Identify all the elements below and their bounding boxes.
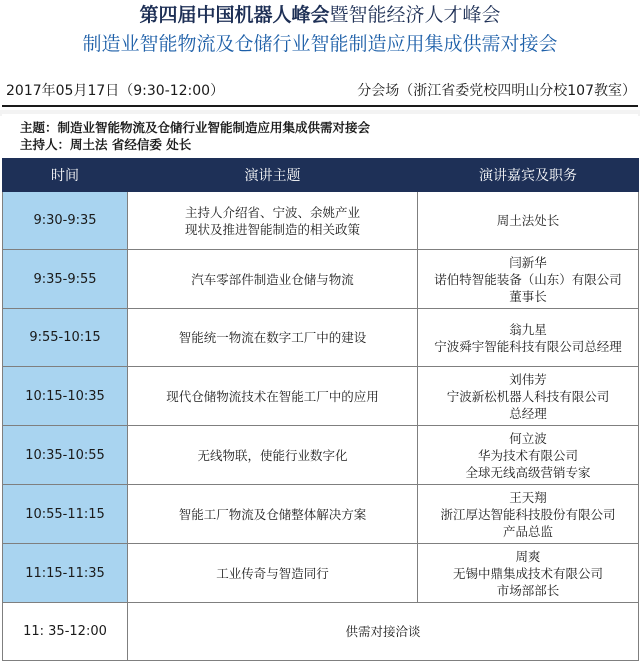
row-speaker: 何立波 华为技术有限公司 全球无线高级营销专家	[418, 426, 639, 485]
row-time: 11: 35-12:00	[3, 603, 128, 661]
row-time: 10:55-11:15	[3, 485, 128, 544]
row-time: 9:30-9:35	[3, 192, 128, 250]
event-title	[0, 2, 640, 28]
row-speaker: 翁九星 宁波舜宇智能科技有限公司总经理	[418, 309, 639, 367]
table-row	[3, 250, 639, 309]
row-speaker: 周爽 无锡中鼎集成技术有限公司 市场部部长	[418, 544, 639, 603]
row-topic: 主持人介绍省、宁波、余姚产业 现状及推进智能制造的相关政策	[128, 192, 418, 250]
table-row	[3, 192, 639, 250]
table-header-row	[3, 159, 639, 192]
row-time: 10:35-10:55	[3, 426, 128, 485]
event-subtitle: 制造业智能物流及仓储行业智能制造应用集成供需对接会	[82, 33, 558, 55]
schedule-table	[2, 158, 639, 661]
event-venue: 分会场（浙江省委党校四明山分校107教室）	[357, 83, 636, 99]
row-topic: 供需对接洽谈	[128, 603, 639, 661]
row-topic: 智能统一物流在数字工厂中的建设	[128, 309, 418, 367]
row-speaker: 周土法处长	[418, 192, 639, 250]
row-speaker: 刘伟芳 宁波新松机器人科技有限公司 总经理	[418, 367, 639, 426]
table-row	[3, 367, 639, 426]
session-info	[2, 114, 638, 158]
table-row	[3, 309, 639, 367]
event-title-main: 第四届中国机器人峰会	[139, 4, 330, 26]
row-speaker: 王天翔 浙江厚达智能科技股份有限公司 产品总监	[418, 485, 639, 544]
table-row	[3, 485, 639, 544]
row-time: 9:55-10:15	[3, 309, 128, 367]
session-host: 主持人：周土法 省经信委 处长	[20, 137, 192, 152]
row-topic: 智能工厂物流及仓储整体解决方案	[128, 485, 418, 544]
date-venue-line	[0, 80, 640, 102]
event-date: 2017年05月17日（9:30-12:00）	[6, 83, 225, 99]
event-title-suffix: 暨智能经济人才峰会	[329, 4, 501, 26]
row-time: 11:15-11:35	[3, 544, 128, 603]
column-header-topic: 演讲主题	[128, 159, 418, 192]
row-topic: 无线物联，使能行业数字化	[128, 426, 418, 485]
row-speaker: 闫新华 诺伯特智能装备（山东）有限公司 董事长	[418, 250, 639, 309]
table-row-final	[3, 603, 639, 661]
row-topic: 工业传奇与智造同行	[128, 544, 418, 603]
row-topic: 汽车零部件制造业仓储与物流	[128, 250, 418, 309]
table-row	[3, 544, 639, 603]
column-header-time: 时间	[3, 159, 128, 192]
row-time: 9:35-9:55	[3, 250, 128, 309]
divider-line	[2, 105, 638, 107]
table-row	[3, 426, 639, 485]
row-time: 10:15-10:35	[3, 367, 128, 426]
session-topic: 主题：制造业智能物流及仓储行业智能制造应用集成供需对接会	[20, 120, 371, 135]
column-header-speaker: 演讲嘉宾及职务	[418, 159, 639, 192]
row-topic: 现代仓储物流技术在智能工厂中的应用	[128, 367, 418, 426]
